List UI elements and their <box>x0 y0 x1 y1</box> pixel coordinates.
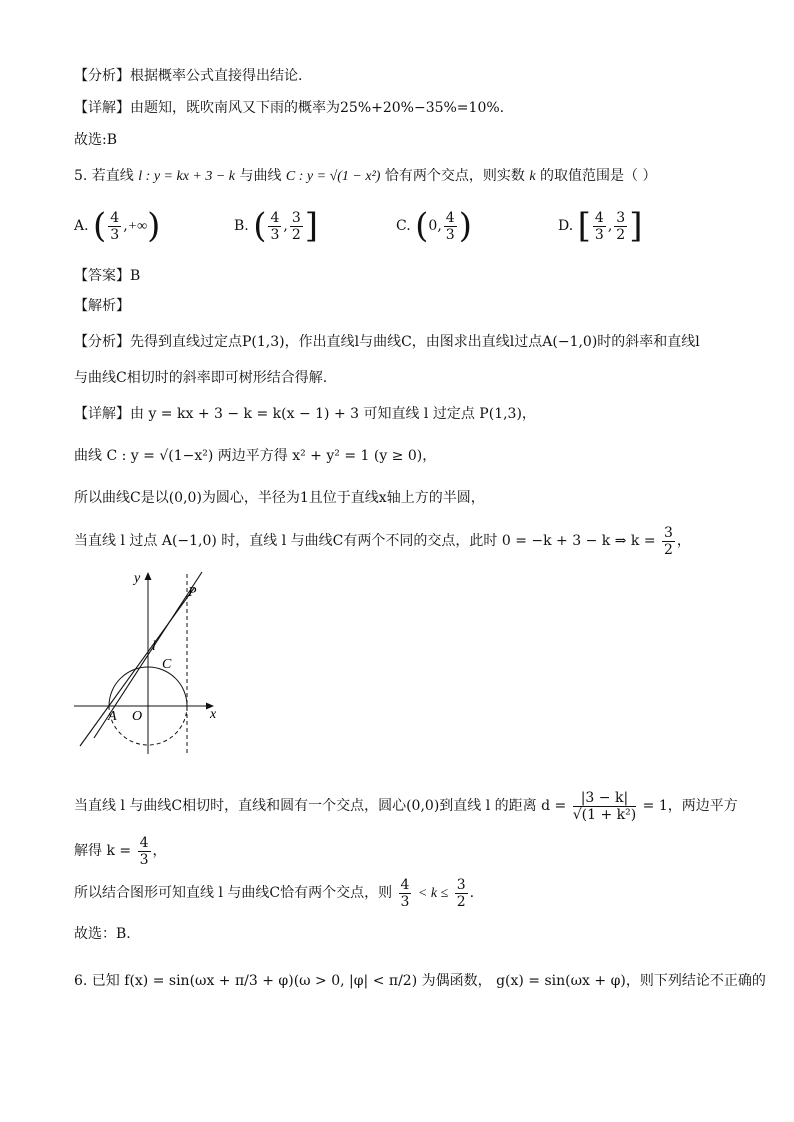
option-b: B. ( $\frac{4}{3}$ , $\frac{3}{2}$ ] <box>234 206 319 246</box>
detail-7-num1: 4 <box>400 876 410 893</box>
detail-4-end: ， <box>676 533 691 549</box>
analysis-line-2: 与曲线C相切时的斜率即可树形结合得解. <box>74 370 328 386</box>
option-d-label: D. <box>558 218 574 234</box>
option-b-den1: 3 <box>270 226 280 243</box>
q5-curve-eq: C : y = √(1 − x²) <box>285 169 381 184</box>
detail-7-num2: 3 <box>456 876 466 893</box>
option-c-den: 3 <box>445 226 455 243</box>
option-a-den: 3 <box>110 226 120 243</box>
q5-stem-d: 的取值范围是（ ） <box>540 168 657 184</box>
jiexi-heading: 【解析】 <box>74 298 130 314</box>
detail-5-den: √(1 + k²) <box>572 806 637 823</box>
detail-line-4 <box>74 524 691 558</box>
detail-6-text: 解得 k = <box>74 843 132 859</box>
label-l: l <box>152 639 156 654</box>
label-a: A <box>108 709 117 724</box>
answer: 【答案】B <box>74 268 141 284</box>
detail-4-text: 当直线 l 过点 A(−1,0) 时，直线 l 与曲线C有两个不同的交点，此时 0 = −k + 3 − k ⇒ k = <box>74 533 656 549</box>
q6-stem-a: 6. 已知 f(x) = sin(ωx + π/3 + φ)(ω > 0, |φ| < π/2) 为偶函数， <box>74 973 492 989</box>
option-c-close: ) <box>458 206 472 246</box>
detail-6-end: ， <box>152 843 167 859</box>
option-c-num: 4 <box>445 209 455 226</box>
option-a-num: 4 <box>110 209 120 226</box>
detail-line-5 <box>74 786 738 826</box>
detail-line-2: 曲线 C : y = √(1−x²) 两边平方得 x² + y² = 1 (y ≥ 0)， <box>74 448 437 464</box>
option-a-label: A. <box>74 218 89 234</box>
detail-line-6 <box>74 834 167 868</box>
option-b-den2: 2 <box>291 226 301 243</box>
label-y: y <box>134 571 141 586</box>
option-a-close: ) <box>147 206 161 246</box>
label-o: O <box>132 709 143 724</box>
option-b-num2: 3 <box>291 209 301 226</box>
detail-5-end: = 1，两边平方 <box>642 798 738 814</box>
detail-5-num: |3 − k| <box>573 790 636 807</box>
q5-line-eq: l : y = kx + 3 − k <box>138 169 236 184</box>
option-d-den1: 3 <box>594 226 604 243</box>
q4-choice: 故选:B <box>74 132 118 148</box>
detail-7-mid: < k ≤ <box>417 886 449 901</box>
option-b-close: ] <box>304 206 319 246</box>
geometry-figure <box>70 566 230 756</box>
detail-line-3: 所以曲线C是以(0,0)为圆心，半径为1且位于直线x轴上方的半圆， <box>74 490 485 506</box>
option-c-left: 0 <box>428 218 438 234</box>
option-c: C. (0, $\frac{4}{3}$ ) <box>396 206 472 246</box>
q5-stem-b: 与曲线 <box>239 168 282 184</box>
q6-stem <box>74 966 766 996</box>
option-a: A. ( $\frac{4}{3}$ ,+∞) <box>74 206 161 246</box>
q5-var-k: k <box>529 169 536 184</box>
detail-7-text: 所以结合图形可知直线 l 与曲线C恰有两个交点，则 <box>74 885 393 901</box>
option-d: D. [ $\frac{4}{3}$ , $\frac{3}{2}$ ] <box>558 206 643 246</box>
q6-stem-b: g(x) = sin(ωx + φ)，则下列结论不正确的 <box>496 973 766 989</box>
detail-7-end: . <box>469 885 475 901</box>
option-a-open: ( <box>93 206 107 246</box>
option-b-num1: 4 <box>270 209 280 226</box>
analysis-line-1: 【分析】先得到直线过定点P(1,3)，作出直线l与曲线C，由图求出直线l过点A(−1,0)时的斜率和直线l <box>74 334 700 350</box>
option-c-open: ( <box>415 206 429 246</box>
option-b-open: ( <box>253 206 267 246</box>
option-d-num1: 4 <box>594 209 604 226</box>
detail-5-text: 当直线 l 与曲线C相切时，直线和圆有一个交点，圆心(0,0)到直线 l 的距离 d = <box>74 798 567 814</box>
q5-stem-a: 5. 若直线 <box>74 168 134 184</box>
q4-detail: 【详解】由题知，既吹南风又下雨的概率为25%+20%−35%=10%. <box>74 100 505 116</box>
detail-line-7 <box>74 876 474 911</box>
option-c-label: C. <box>396 218 411 234</box>
label-x: x <box>210 707 217 722</box>
option-d-den2: 2 <box>616 226 626 243</box>
detail-4-num: 3 <box>664 524 673 541</box>
option-d-num2: 3 <box>616 209 626 226</box>
detail-6-num: 4 <box>139 834 149 851</box>
detail-7-den2: 2 <box>456 893 466 910</box>
option-d-open: [ <box>577 206 591 246</box>
detail-7-den1: 3 <box>400 893 410 910</box>
option-b-label: B. <box>234 218 249 234</box>
y-axis-arrow <box>145 572 152 580</box>
q5-stem-c: 恰有两个交点，则实数 <box>384 168 525 184</box>
q5-choice: 故选：B. <box>74 926 131 942</box>
label-c: C <box>162 657 172 672</box>
option-a-right: +∞ <box>127 219 148 234</box>
detail-4-den: 2 <box>664 541 673 558</box>
q4-analysis: 【分析】根据概率公式直接得出结论. <box>74 68 303 84</box>
q5-stem <box>74 166 656 187</box>
detail-6-den: 3 <box>139 851 149 868</box>
option-d-close: ] <box>629 206 643 246</box>
label-p: P <box>188 585 197 600</box>
detail-line-1: 【详解】由 y = kx + 3 − k = k(x − 1) + 3 可知直线 l 过定点 P(1,3)， <box>74 406 536 422</box>
